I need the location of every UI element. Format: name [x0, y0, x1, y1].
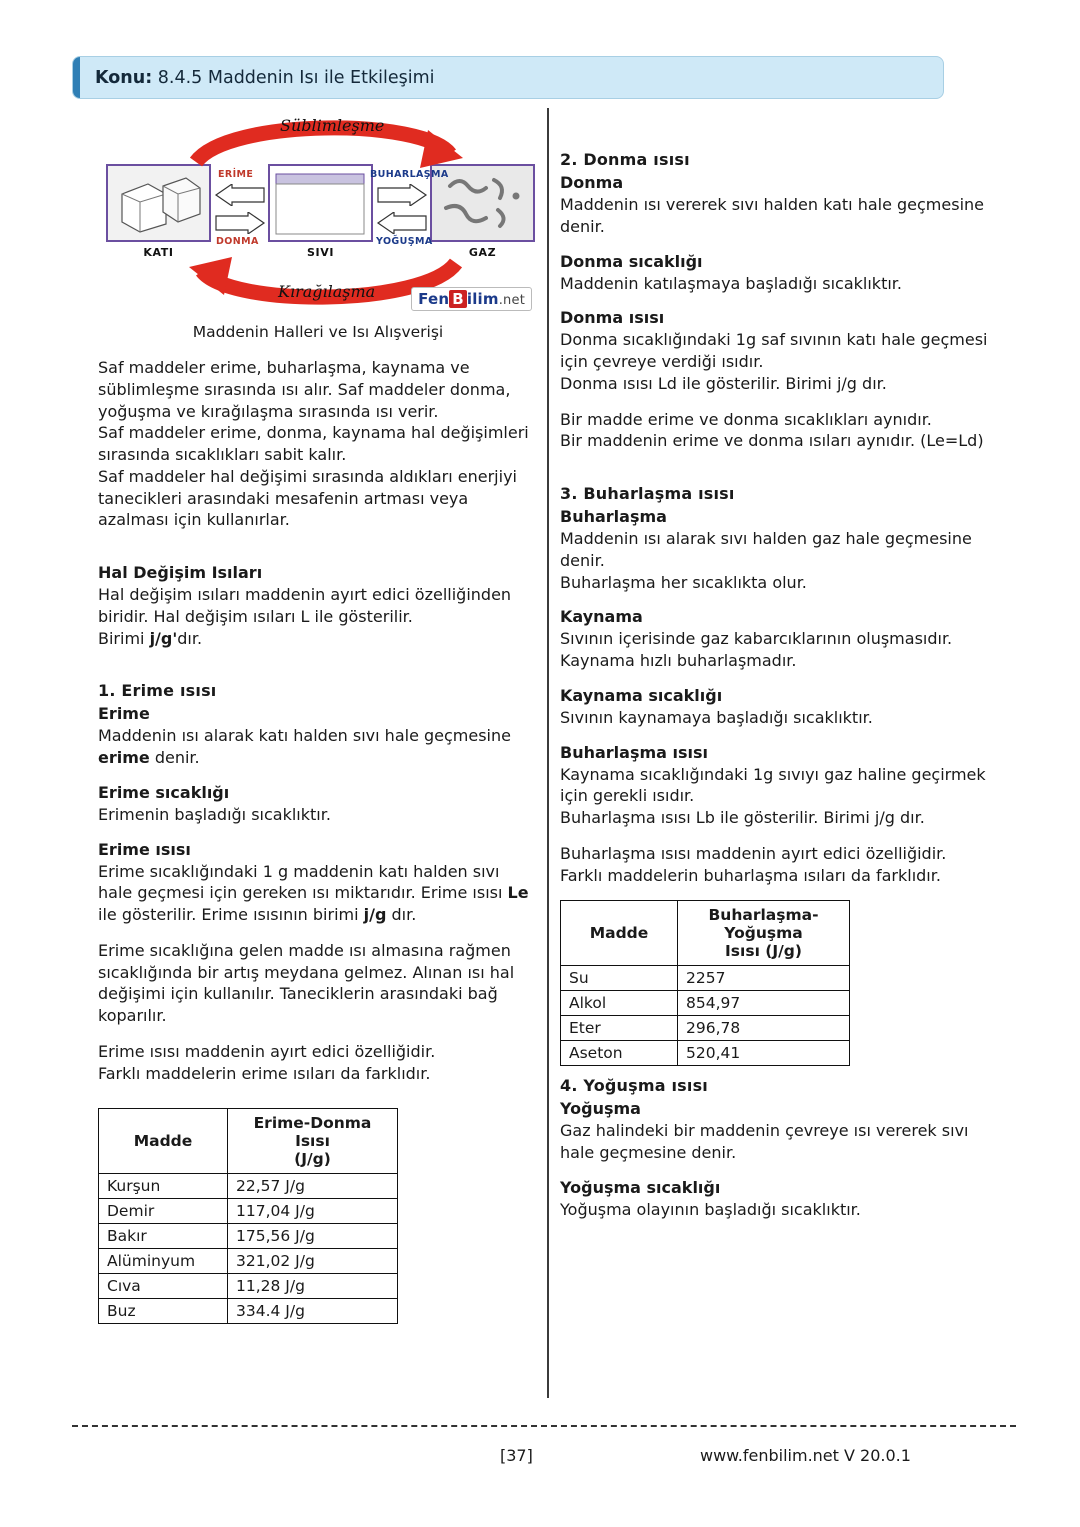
kaynama-paragraph-2: Kaynama hızlı buharlaşmadır.	[560, 651, 797, 670]
erime-table-col-isi-line2: (J/g)	[294, 1150, 331, 1169]
donma-note-1: Bir madde erime ve donma sıcaklıkları aynıdır.	[560, 409, 932, 429]
yogusma-paragraph: Gaz halindeki bir maddenin çevreye ısı vererek sıvı hale geçmesine denir.	[560, 1121, 969, 1162]
table-row	[99, 1224, 398, 1249]
table-row	[99, 1249, 398, 1274]
cell-madde: Alüminyum	[99, 1249, 228, 1274]
states-of-matter-diagram	[98, 112, 538, 317]
cell-isi: 296,78	[678, 1016, 850, 1041]
footer-divider	[72, 1425, 1016, 1427]
hal-degisim-paragraph: Hal değişim ısıları maddenin ayırt edici özelliğinden biridir. Hal değişim ısıları L ile gösterilir.	[98, 585, 512, 626]
intro-paragraph-2: Saf maddeler erime, donma, kaynama hal değişimleri sırasında sıcaklıkları sabit kalır.	[98, 423, 529, 464]
erime-def-post: denir.	[149, 748, 200, 767]
topic-accent-bar	[73, 57, 80, 98]
liquid-container-icon	[270, 166, 371, 240]
right-column	[560, 150, 1000, 1235]
table-row	[561, 966, 850, 991]
section-3-heading: 3. Buharlaşma ısısı	[560, 484, 735, 503]
cell-madde: Aseton	[561, 1041, 678, 1066]
kaynama-paragraph-1: Sıvının içerisinde gaz kabarcıklarının oluşmasıdır.	[560, 629, 953, 649]
cell-isi: 854,97	[678, 991, 850, 1016]
erime-heading: Erime	[98, 704, 150, 724]
kiraglasma-label: Kırağılaşma	[278, 282, 376, 301]
buharlasma-paragraph-1: Maddenin ısı alarak sıvı halden gaz hale geçmesine denir.	[560, 529, 972, 570]
erime-isisi-paragraph	[98, 861, 538, 926]
birimi-unit: j/g'	[149, 628, 178, 648]
erime-table-col-isi	[228, 1109, 398, 1174]
yogusma-sicakligi-heading: Yoğuşma sıcaklığı	[560, 1177, 721, 1197]
erime-ayirt-edici-2: Farklı maddelerin erime ısıları da farklıdır.	[98, 1063, 431, 1083]
ice-cubes-icon	[108, 166, 209, 240]
erime-isisi-e: dır.	[386, 905, 417, 924]
figure-caption: Maddenin Halleri ve Isı Alışverişi	[192, 323, 444, 341]
buhar-table-head	[561, 901, 850, 966]
logo-part-fen: Fen	[418, 290, 450, 308]
donma-sicakligi-heading: Donma sıcaklığı	[560, 251, 703, 271]
cell-isi: 11,28 J/g	[228, 1274, 398, 1299]
section-2-heading: 2. Donma ısısı	[560, 150, 690, 169]
buharlasma-ayirt-edici-2: Farklı maddelerin buharlaşma ısıları da farklıdır.	[560, 865, 941, 885]
table-row	[561, 1041, 850, 1066]
donma-isisi-paragraph-1: Donma sıcaklığındaki 1g saf sıvının katı hale geçmesi için çevreye verdiği ısıdır.	[560, 330, 988, 371]
table-row	[99, 1199, 398, 1224]
intro-paragraph-1: Saf maddeler erime, buharlaşma, kaynama ve süblimleşme sırasında ısı alır. Saf maddeler donma, yoğuşma ve kırağılaşma sırasında ısı verir.	[98, 358, 511, 421]
cell-isi: 2257	[678, 966, 850, 991]
cell-madde: Cıva	[99, 1274, 228, 1299]
gas-state-label: GAZ	[468, 246, 497, 259]
buharlasma-heading: Buharlaşma	[560, 507, 667, 526]
erime-isisi-c: ile gösterilir. Erime ısısının birimi	[98, 905, 364, 924]
erime-arrow-label: ERİME	[218, 169, 254, 180]
page-number: [37]	[500, 1446, 533, 1465]
buhar-table-col-madde: Madde	[561, 901, 678, 966]
donma-note-2: Bir maddenin erime ve donma ısıları aynıdır. (Le=Ld)	[560, 431, 984, 451]
cell-madde: Demir	[99, 1199, 228, 1224]
cell-madde: Buz	[99, 1299, 228, 1324]
cell-isi: 334.4 J/g	[228, 1299, 398, 1324]
erime-donma-isisi-table	[98, 1108, 398, 1324]
erime-sicaklik-paragraph: Erime sıcaklığına gelen madde ısı almasına rağmen sıcaklığında bir artış meydana gelmez. Alınan ısı hal değişimi için kullanılır. Taneciklerin arasındaki bağ koparılır.	[98, 940, 515, 1025]
donma-arrow-icon	[214, 212, 266, 234]
table-row	[99, 1274, 398, 1299]
erime-sicakligi-heading: Erime sıcaklığı	[98, 782, 230, 802]
cell-isi: 22,57 J/g	[228, 1174, 398, 1199]
section-1-heading: 1. Erime ısısı	[98, 681, 217, 701]
fenbilim-logo	[411, 287, 532, 311]
buharlasma-paragraph-2: Buharlaşma her sıcaklıkta olur.	[560, 572, 807, 592]
buharlasma-arrow-icon	[376, 184, 428, 206]
yogusma-heading: Yoğuşma	[560, 1099, 641, 1119]
buharlasma-isisi-paragraph-2: Buharlaşma ısısı Lb ile gösterilir. Birimi j/g dır.	[560, 808, 925, 827]
buharlasma-yogusma-isisi-table	[560, 900, 850, 1066]
hal-degisim-birim	[98, 628, 538, 650]
cell-isi: 520,41	[678, 1041, 850, 1066]
kaynama-heading: Kaynama	[560, 607, 643, 627]
buhar-table-col-isi-line1: Buharlaşma-Yoğuşma	[708, 906, 819, 943]
logo-part-ilim: ilim	[466, 290, 499, 308]
left-column	[98, 112, 538, 1324]
erime-table-col-isi-line1: Erime-Donma Isısı	[253, 1114, 372, 1151]
donma-isisi-paragraph-2: Donma ısısı Ld ile gösterilir. Birimi j/g dır.	[560, 373, 887, 393]
sublimlesme-label: Süblimleşme	[280, 116, 385, 135]
solid-state-box	[106, 164, 211, 242]
birimi-post: dır.	[177, 628, 203, 648]
table-row	[561, 991, 850, 1016]
buhar-table-col-isi-line2: Isısı (J/g)	[725, 942, 802, 961]
liquid-state-label: SIVI	[306, 246, 335, 259]
buharlasma-isisi-heading: Buharlaşma ısısı	[560, 742, 709, 762]
erime-table-col-madde: Madde	[99, 1109, 228, 1174]
cell-madde: Bakır	[99, 1224, 228, 1249]
erime-ayirt-edici-1: Erime ısısı maddenin ayırt edici özelliğidir.	[98, 1041, 436, 1061]
donma-paragraph: Maddenin ısı vererek sıvı halden katı hale geçmesine denir.	[560, 195, 984, 236]
hal-degisim-isilari-heading: Hal Değişim Isıları	[98, 563, 263, 582]
yogusma-sicakligi-paragraph: Yoğuşma olayının başladığı sıcaklıktır.	[560, 1199, 861, 1219]
erime-definition	[98, 725, 538, 769]
section-4-heading: 4. Yoğuşma ısısı	[560, 1076, 708, 1096]
yogusma-arrow-label: YOĞUŞMA	[376, 236, 433, 247]
cell-madde: Kurşun	[99, 1174, 228, 1199]
donma-arrow-label: DONMA	[216, 236, 259, 247]
kaynama-sicakligi-heading: Kaynama sıcaklığı	[560, 685, 723, 705]
erime-isisi-unit: j/g	[363, 905, 387, 924]
table-header-row	[561, 901, 850, 966]
intro-paragraph-3: Saf maddeler hal değişimi sırasında aldıkları enerjiyi tanecikleri arasındaki mesafenin artması veya azalması için kullanırlar.	[98, 466, 517, 530]
buhar-table-col-isi	[678, 901, 850, 966]
logo-part-b: B	[449, 290, 467, 308]
buhar-table-body	[561, 966, 850, 1066]
column-divider	[547, 108, 549, 1398]
solid-state-label: KATI	[143, 246, 174, 259]
cell-madde: Su	[561, 966, 678, 991]
erime-def-bold: erime	[98, 748, 150, 767]
liquid-state-box	[268, 164, 373, 242]
page-title	[95, 68, 434, 88]
table-row	[561, 1016, 850, 1041]
donma-isisi-heading: Donma ısısı	[560, 308, 665, 328]
erime-arrow-icon	[214, 184, 266, 206]
table-header-row	[99, 1109, 398, 1174]
cell-isi: 175,56 J/g	[228, 1224, 398, 1249]
erime-def-pre: Maddenin ısı alarak katı halden sıvı hale geçmesine	[98, 726, 511, 746]
erime-isisi-heading: Erime ısısı	[98, 839, 191, 859]
footer-site-version: www.fenbilim.net V 20.0.1	[700, 1446, 911, 1465]
buharlasma-ayirt-edici-1: Buharlaşma ısısı maddenin ayırt edici özelliğidir.	[560, 843, 947, 863]
birimi-pre: Birimi	[98, 628, 150, 648]
erime-isisi-symbol: Le	[507, 883, 529, 903]
logo-part-net: .net	[498, 293, 525, 308]
topic-title: 8.4.5 Maddenin Isı ile Etkileşimi	[157, 68, 435, 88]
table-row	[99, 1299, 398, 1324]
yogusma-arrow-icon	[376, 212, 428, 234]
cell-isi: 321,02 J/g	[228, 1249, 398, 1274]
kaynama-sicakligi-paragraph: Sıvının kaynamaya başladığı sıcaklıktır.	[560, 707, 873, 727]
buharlasma-isisi-paragraph-1: Kaynama sıcaklığındaki 1g sıvıyı gaz haline geçirmek için gerekli ısıdır.	[560, 764, 986, 806]
cell-isi: 117,04 J/g	[228, 1199, 398, 1224]
erime-table-body	[99, 1174, 398, 1324]
cell-madde: Alkol	[561, 991, 678, 1016]
donma-heading: Donma	[560, 173, 624, 192]
erime-table-head	[99, 1109, 398, 1174]
table-row	[99, 1174, 398, 1199]
donma-sicakligi-paragraph: Maddenin katılaşmaya başladığı sıcaklıktır.	[560, 273, 902, 293]
cell-madde: Eter	[561, 1016, 678, 1041]
erime-sicakligi-paragraph: Erimenin başladığı sıcaklıktır.	[98, 804, 331, 824]
topic-bar	[72, 56, 944, 99]
erime-isisi-a: Erime sıcaklığındaki 1 g maddenin katı halden sıvı hale geçmesi için gereken ısı miktarıdır. Erime ısısı	[98, 861, 508, 903]
buharlasma-arrow-label: BUHARLAŞMA	[370, 169, 449, 180]
topic-label: Konu:	[95, 68, 153, 88]
